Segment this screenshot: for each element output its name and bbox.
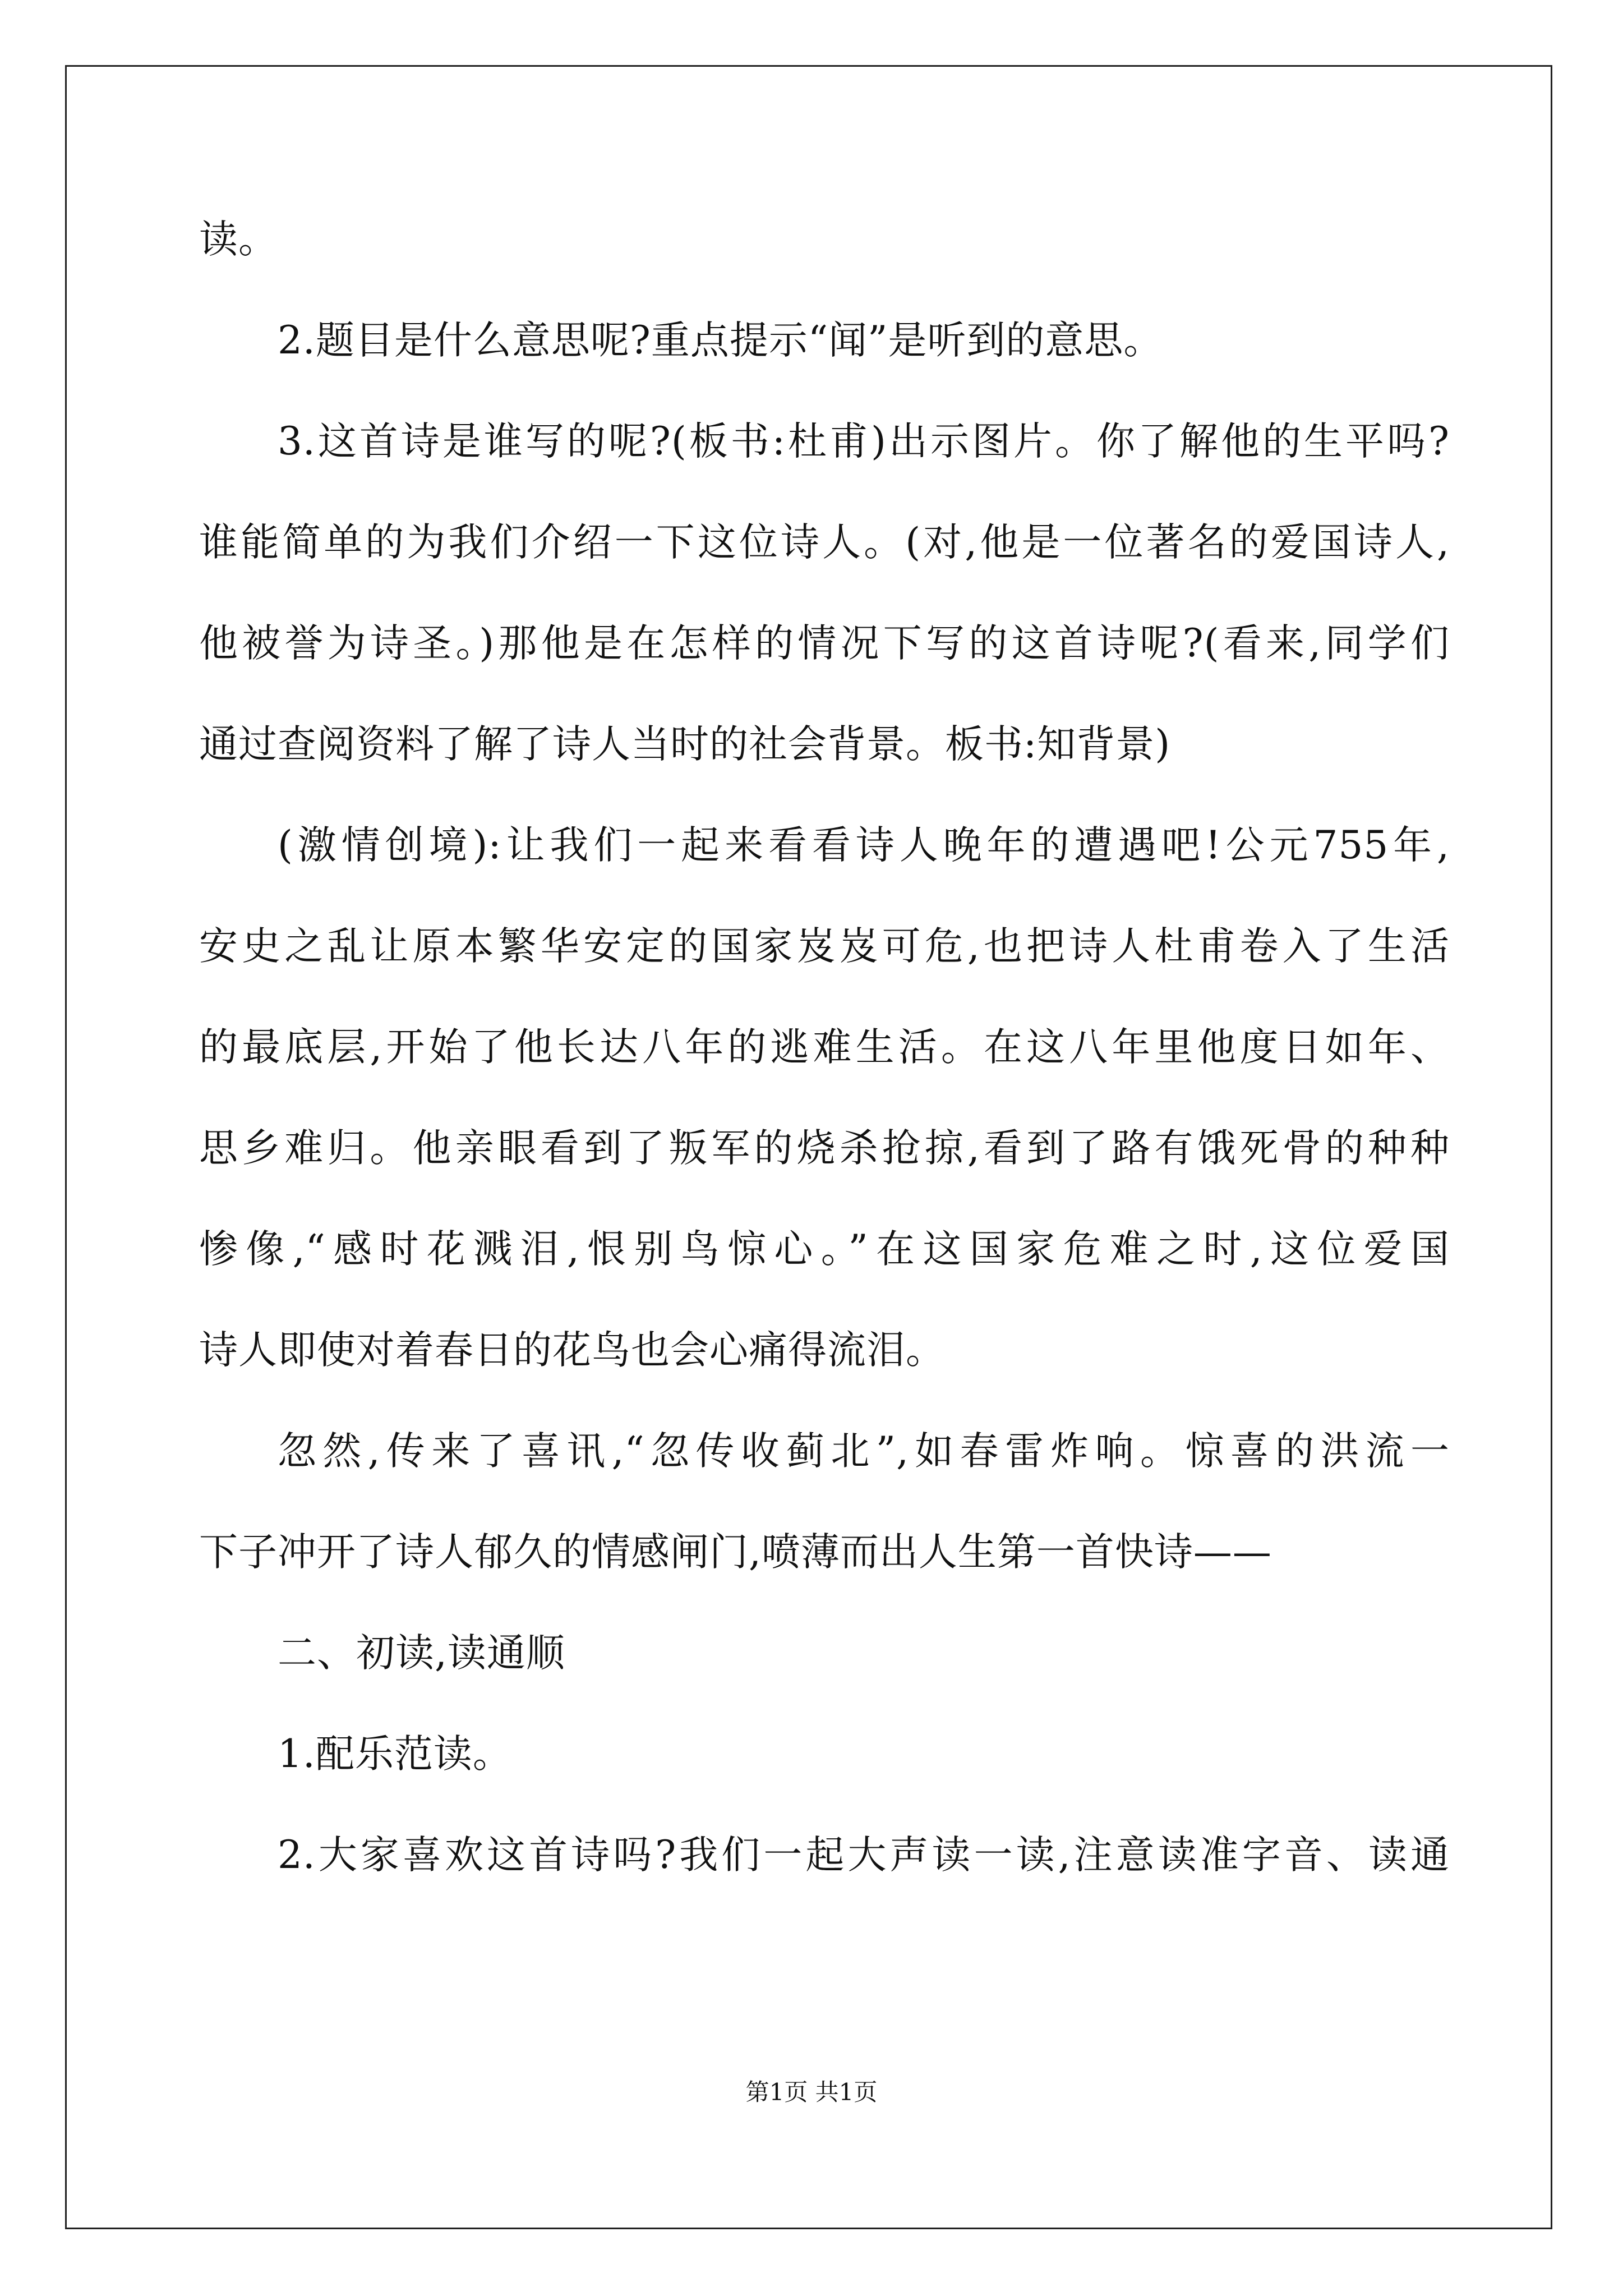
text-line-6: 通过查阅资料了解了诗人当时的社会背景。板书:知背景) <box>199 722 1171 767</box>
section-heading: 二、初读,读通顺 <box>278 1631 565 1676</box>
text-line-14: 下子冲开了诗人郁久的情感闸门,喷薄而出人生第一首快诗—— <box>199 1530 1272 1575</box>
text-line-5: 他被誉为诗圣。)那他是在怎样的情况下写的这首诗呢?(看来,同学们 <box>199 621 1450 666</box>
text-line-2: 2.题目是什么意思呢?重点提示“闻”是听到的意思。 <box>278 318 1163 363</box>
text-line-11: 惨像,“感时花溅泪,恨别鸟惊心。”在这国家危难之时,这位爱国 <box>199 1227 1450 1272</box>
text-line-12: 诗人即使对着春日的花鸟也会心痛得流泪。 <box>199 1328 945 1373</box>
page-footer: 第1页 共1页 <box>745 2078 878 2106</box>
text-line-16: 1.配乐范读。 <box>278 1732 512 1777</box>
text-line-10: 思乡难归。他亲眼看到了叛军的烧杀抢掠,看到了路有饿死骨的种种 <box>199 1126 1450 1171</box>
text-line-3: 3.这首诗是谁写的呢?(板书:杜甫)出示图片。你了解他的生平吗? <box>278 419 1450 464</box>
text-line-1: 读。 <box>199 217 278 262</box>
text-line-13: 忽然,传来了喜讯,“忽传收蓟北”,如春雷炸响。惊喜的洪流一 <box>278 1429 1450 1474</box>
text-line-17: 2.大家喜欢这首诗吗?我们一起大声读一读,注意读准字音、读通 <box>278 1833 1450 1878</box>
text-line-4: 谁能简单的为我们介绍一下这位诗人。(对,他是一位著名的爱国诗人, <box>199 520 1450 565</box>
text-line-9: 的最底层,开始了他长达八年的逃难生活。在这八年里他度日如年、 <box>199 1025 1450 1070</box>
text-line-7: (激情创境):让我们一起来看看诗人晚年的遭遇吧!公元755年, <box>278 823 1450 868</box>
text-line-8: 安史之乱让原本繁华安定的国家岌岌可危,也把诗人杜甫卷入了生活 <box>199 924 1450 969</box>
